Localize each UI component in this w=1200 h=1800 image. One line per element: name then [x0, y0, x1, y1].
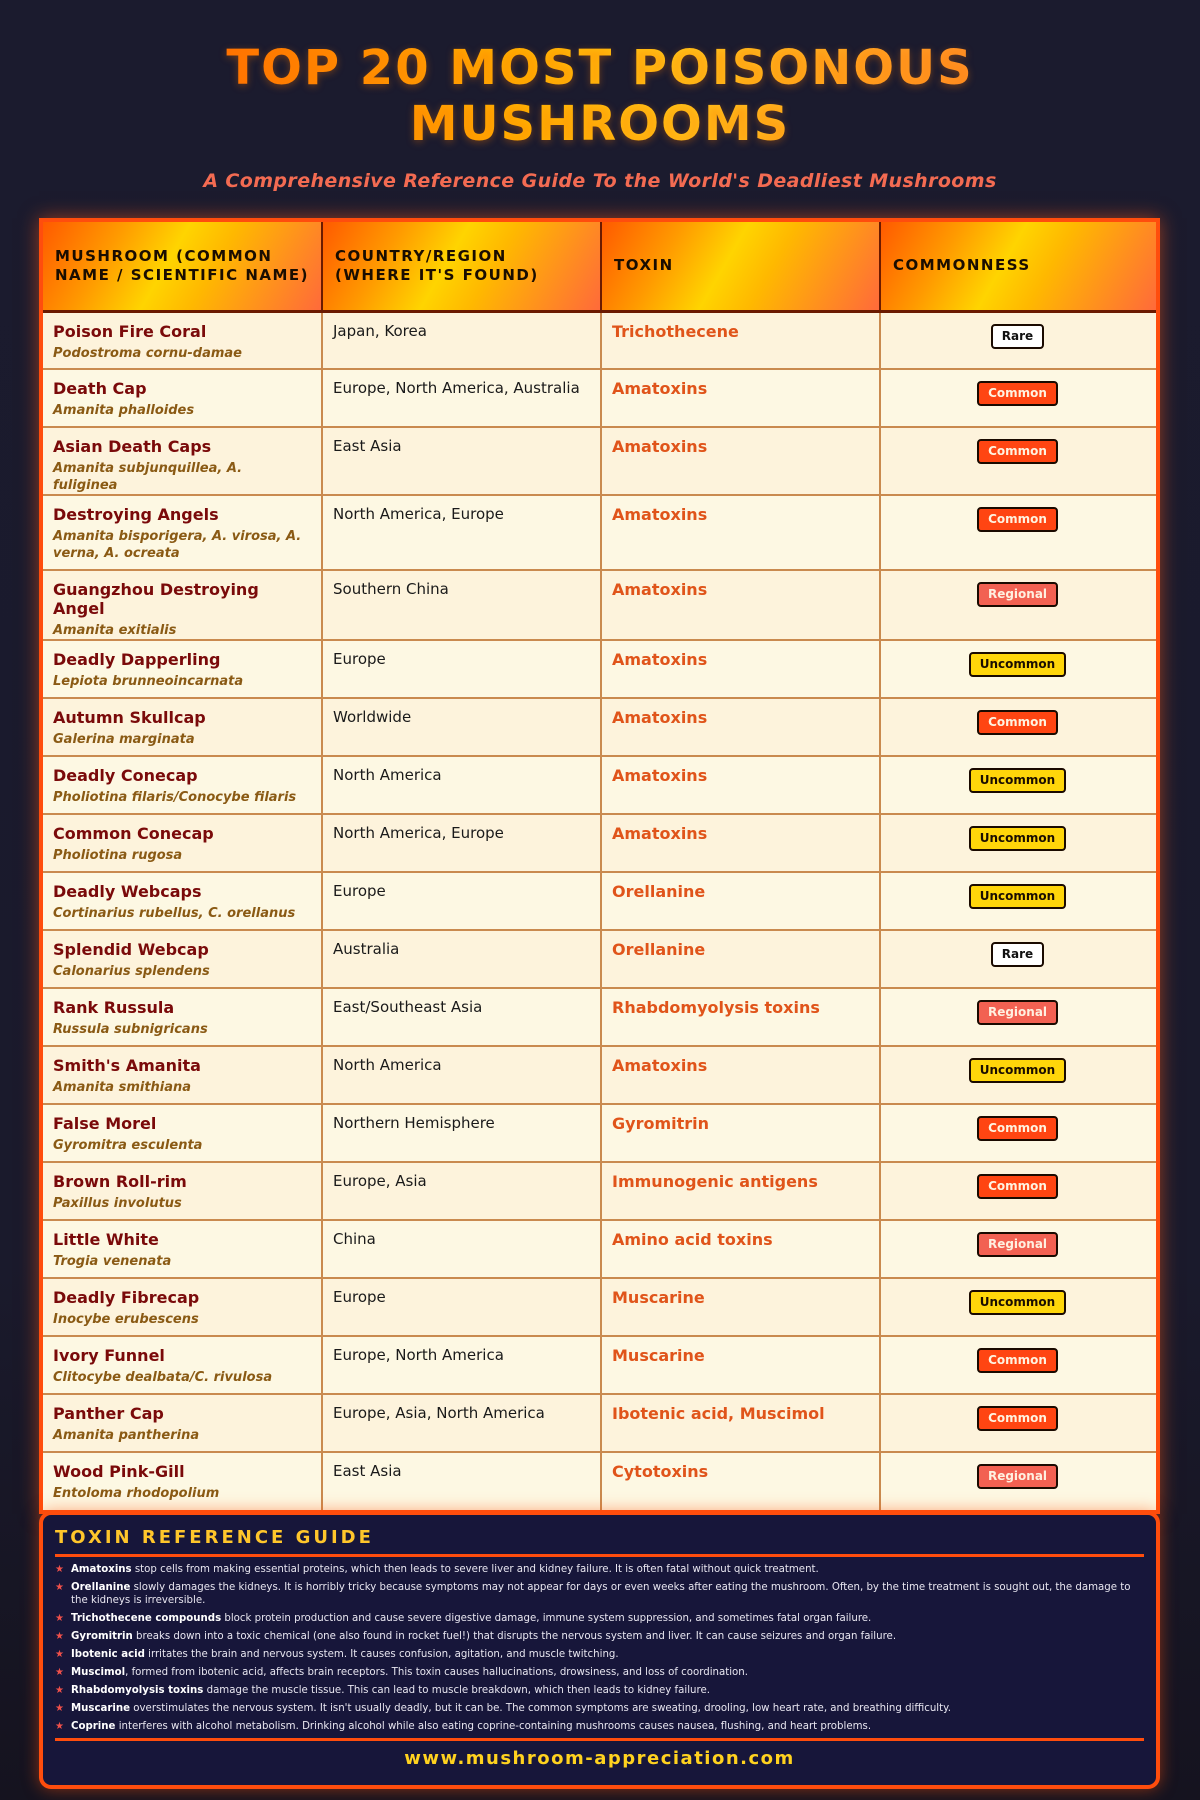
table-row [43, 495, 1156, 570]
commonness-badge: Common [977, 439, 1058, 464]
region-cell: Europe, North America [322, 1336, 601, 1394]
mushroom-cell [43, 570, 322, 640]
mushroom-table [43, 222, 1156, 1510]
column-header-commonness: COMMONNESS [880, 222, 1156, 311]
toxin-cell: Trichothecene [601, 311, 880, 369]
toxin-cell: Ibotenic acid, Muscimol [601, 1394, 880, 1452]
mushroom-cell [43, 872, 322, 930]
region-cell: East Asia [322, 427, 601, 495]
table-row [43, 1220, 1156, 1278]
commonness-badge: Regional [977, 1464, 1058, 1489]
scientific-name: Amanita subjunquillea, A. fuliginea [53, 461, 243, 493]
commonness-cell [880, 872, 1156, 930]
toxin-cell: Immunogenic antigens [601, 1162, 880, 1220]
commonness-badge: Regional [977, 582, 1058, 607]
mushroom-cell [43, 988, 322, 1046]
commonness-badge: Common [977, 1406, 1058, 1431]
mushroom-cell [43, 1220, 322, 1278]
commonness-cell [880, 570, 1156, 640]
guide-description: damage the muscle tissue. This can lead to muscle breakdown, which then leads to kidney failure. [203, 1685, 710, 1696]
table-row [43, 1162, 1156, 1220]
guide-title: TOXIN REFERENCE GUIDE [55, 1525, 1144, 1557]
region-cell: Europe, Asia, North America [322, 1394, 601, 1452]
commonness-cell [880, 1046, 1156, 1104]
star-icon: ★ [55, 1631, 64, 1642]
page-subtitle: A Comprehensive Reference Guide To the World's Deadliest Mushrooms [203, 170, 997, 192]
star-icon: ★ [55, 1721, 64, 1732]
guide-description: interferes with alcohol metabolism. Drinking alcohol while also eating coprine-containing mushrooms causes nausea, flushing, and heart problems. [115, 1721, 872, 1732]
commonness-cell [880, 814, 1156, 872]
common-name: Death Cap [53, 379, 147, 398]
guide-term: Coprine [71, 1721, 116, 1732]
region-cell: Japan, Korea [322, 311, 601, 369]
toxin-cell: Amatoxins [601, 570, 880, 640]
scientific-name: Podostroma cornu-damae [53, 345, 243, 361]
guide-description: stop cells from making essential proteins, which then leads to severe liver and kidney failure. It is often fatal without quick treatment. [131, 1564, 819, 1575]
scientific-name: Galerina marginata [53, 732, 195, 747]
table-row [43, 311, 1156, 369]
page-header [0, 0, 1200, 218]
common-name: False Morel [53, 1114, 157, 1133]
toxin-cell: Amino acid toxins [601, 1220, 880, 1278]
star-icon: ★ [55, 1703, 64, 1714]
commonness-cell [880, 756, 1156, 814]
region-cell: North America [322, 756, 601, 814]
guide-term: Rhabdomyolysis toxins [71, 1685, 204, 1696]
star-icon: ★ [55, 1564, 64, 1575]
scientific-name: Entoloma rhodopolium [53, 1486, 220, 1501]
guide-list [55, 1563, 1144, 1733]
toxin-cell: Amatoxins [601, 640, 880, 698]
table-body [43, 311, 1156, 1510]
page-title: TOP 20 MOST POISONOUS MUSHROOMS [190, 40, 1010, 152]
scientific-name: Pholiotina rugosa [53, 848, 183, 863]
commonness-badge: Uncommon [969, 826, 1066, 851]
region-cell: Europe [322, 640, 601, 698]
table-row [43, 1336, 1156, 1394]
table-row [43, 640, 1156, 698]
region-cell: North America, Europe [322, 814, 601, 872]
commonness-badge: Uncommon [969, 1290, 1066, 1315]
guide-term: Orellanine [71, 1582, 131, 1593]
scientific-name: Amanita smithiana [53, 1080, 192, 1095]
region-cell: Europe [322, 1278, 601, 1336]
guide-item [55, 1702, 1144, 1715]
common-name: Common Conecap [53, 824, 214, 843]
common-name: Wood Pink-Gill [53, 1462, 185, 1481]
guide-item [55, 1581, 1144, 1607]
common-name: Deadly Fibrecap [53, 1288, 200, 1307]
region-cell: Southern China [322, 570, 601, 640]
guide-item [55, 1563, 1144, 1576]
common-name: Splendid Webcap [53, 940, 209, 959]
column-header-region: COUNTRY/REGION (WHERE IT'S FOUND) [322, 222, 601, 311]
commonness-badge: Rare [991, 942, 1044, 967]
table-row [43, 1394, 1156, 1452]
star-icon: ★ [55, 1582, 64, 1593]
mushroom-cell [43, 1336, 322, 1394]
guide-item [55, 1666, 1144, 1679]
scientific-name: Clitocybe dealbata/C. rivulosa [53, 1370, 273, 1385]
mushroom-table-container [39, 218, 1160, 1514]
toxin-cell: Amatoxins [601, 369, 880, 427]
commonness-cell [880, 1162, 1156, 1220]
region-cell: Worldwide [322, 698, 601, 756]
table-row [43, 930, 1156, 988]
guide-term: Ibotenic acid [71, 1649, 145, 1660]
table-row [43, 1452, 1156, 1510]
commonness-cell [880, 640, 1156, 698]
common-name: Smith's Amanita [53, 1056, 201, 1075]
scientific-name: Trogia venenata [53, 1254, 172, 1269]
common-name: Deadly Conecap [53, 766, 198, 785]
mushroom-cell [43, 427, 322, 495]
commonness-badge: Regional [977, 1232, 1058, 1257]
commonness-badge: Rare [991, 324, 1044, 349]
table-row [43, 1104, 1156, 1162]
guide-description: block protein production and cause severe digestive damage, immune system suppression, and sometimes fatal organ failure. [221, 1613, 872, 1624]
mushroom-cell [43, 1104, 322, 1162]
commonness-cell [880, 698, 1156, 756]
commonness-badge: Common [977, 507, 1058, 532]
region-cell: North America, Europe [322, 495, 601, 570]
guide-term: Trichothecene compounds [71, 1613, 222, 1624]
commonness-cell [880, 1220, 1156, 1278]
toxin-reference-guide [39, 1511, 1160, 1789]
commonness-badge: Common [977, 1174, 1058, 1199]
toxin-cell: Amatoxins [601, 698, 880, 756]
mushroom-cell [43, 1394, 322, 1452]
scientific-name: Amanita exitialis [53, 623, 177, 638]
commonness-cell [880, 1336, 1156, 1394]
table-header-row [43, 222, 1156, 311]
mushroom-cell [43, 311, 322, 369]
commonness-badge: Regional [977, 1000, 1058, 1025]
table-row [43, 1278, 1156, 1336]
mushroom-cell [43, 1046, 322, 1104]
commonness-cell [880, 311, 1156, 369]
region-cell: China [322, 1220, 601, 1278]
toxin-cell: Amatoxins [601, 756, 880, 814]
region-cell: East Asia [322, 1452, 601, 1510]
toxin-cell: Muscarine [601, 1336, 880, 1394]
mushroom-cell [43, 814, 322, 872]
table-row [43, 698, 1156, 756]
scientific-name: Pholiotina filaris/Conocybe filaris [53, 790, 297, 805]
table-row [43, 427, 1156, 495]
guide-description: irritates the brain and nervous system. It causes confusion, agitation, and muscle twitching. [144, 1649, 619, 1660]
commonness-cell [880, 369, 1156, 427]
guide-item [55, 1720, 1144, 1733]
guide-description: slowly damages the kidneys. It is horribly tricky because symptoms may not appear for days or even weeks after eating the mushroom. Often, by the time treatment is sought out, the damage to the kidneys is irreversible. [71, 1582, 1131, 1606]
toxin-cell: Amatoxins [601, 427, 880, 495]
region-cell: Australia [322, 930, 601, 988]
region-cell: Europe, Asia [322, 1162, 601, 1220]
scientific-name: Amanita phalloides [53, 403, 195, 418]
column-header-mushroom: MUSHROOM (COMMON NAME / SCIENTIFIC NAME) [43, 222, 322, 311]
toxin-cell: Muscarine [601, 1278, 880, 1336]
star-icon: ★ [55, 1685, 64, 1696]
website-url[interactable]: www.mushroom-appreciation.com [55, 1738, 1144, 1769]
scientific-name: Calonarius splendens [53, 964, 210, 979]
guide-term: Amatoxins [71, 1564, 132, 1575]
common-name: Deadly Webcaps [53, 882, 202, 901]
region-cell: Northern Hemisphere [322, 1104, 601, 1162]
region-cell: Europe, North America, Australia [322, 369, 601, 427]
guide-term: Muscarine [71, 1703, 131, 1714]
mushroom-cell [43, 930, 322, 988]
commonness-cell [880, 1452, 1156, 1510]
commonness-cell [880, 427, 1156, 495]
commonness-badge: Common [977, 1116, 1058, 1141]
mushroom-cell [43, 756, 322, 814]
mushroom-cell [43, 1162, 322, 1220]
guide-item [55, 1684, 1144, 1697]
mushroom-cell [43, 640, 322, 698]
scientific-name: Cortinarius rubellus, C. orellanus [53, 906, 296, 921]
commonness-badge: Common [977, 710, 1058, 735]
toxin-cell: Cytotoxins [601, 1452, 880, 1510]
commonness-badge: Uncommon [969, 1058, 1066, 1083]
commonness-badge: Uncommon [969, 768, 1066, 793]
mushroom-cell [43, 1278, 322, 1336]
commonness-cell [880, 1278, 1156, 1336]
star-icon: ★ [55, 1649, 64, 1660]
table-row [43, 814, 1156, 872]
scientific-name: Gyromitra esculenta [53, 1138, 203, 1153]
commonness-cell [880, 988, 1156, 1046]
scientific-name: Russula subnigricans [53, 1022, 208, 1037]
region-cell: North America [322, 1046, 601, 1104]
common-name: Destroying Angels [53, 505, 219, 524]
mushroom-cell [43, 698, 322, 756]
scientific-name: Paxillus involutus [53, 1196, 182, 1211]
table-row [43, 756, 1156, 814]
star-icon: ★ [55, 1667, 64, 1678]
common-name: Poison Fire Coral [53, 321, 207, 341]
guide-item [55, 1648, 1144, 1661]
toxin-cell: Amatoxins [601, 495, 880, 570]
toxin-cell: Amatoxins [601, 814, 880, 872]
commonness-cell [880, 1394, 1156, 1452]
commonness-badge: Common [977, 1348, 1058, 1373]
region-cell: East/Southeast Asia [322, 988, 601, 1046]
commonness-badge: Uncommon [969, 884, 1066, 909]
scientific-name: Amanita pantherina [53, 1428, 200, 1443]
guide-term: Muscimol [71, 1667, 126, 1678]
common-name: Autumn Skullcap [53, 708, 206, 727]
toxin-cell: Rhabdomyolysis toxins [601, 988, 880, 1046]
toxin-cell: Orellanine [601, 930, 880, 988]
guide-item [55, 1612, 1144, 1625]
toxin-cell: Gyromitrin [601, 1104, 880, 1162]
toxin-cell: Orellanine [601, 872, 880, 930]
mushroom-cell [43, 495, 322, 570]
table-row [43, 1046, 1156, 1104]
guide-description: , formed from ibotenic acid, affects brain receptors. This toxin causes hallucinations, drowsiness, and loss of coordination. [125, 1667, 748, 1678]
guide-term: Gyromitrin [71, 1631, 133, 1642]
table-row [43, 872, 1156, 930]
star-icon: ★ [55, 1613, 64, 1624]
column-header-toxin: TOXIN [601, 222, 880, 311]
guide-description: breaks down into a toxic chemical (one also found in rocket fuel!) that disrupts the nervous system and liver. It can cause seizures and organ failure. [132, 1631, 897, 1642]
scientific-name: Inocybe erubescens [53, 1312, 199, 1327]
commonness-cell [880, 1104, 1156, 1162]
commonness-badge: Uncommon [969, 652, 1066, 677]
common-name: Guangzhou Destroying Angel [53, 580, 259, 618]
mushroom-cell [43, 1452, 322, 1510]
common-name: Panther Cap [53, 1404, 164, 1423]
common-name: Ivory Funnel [53, 1346, 165, 1365]
commonness-cell [880, 930, 1156, 988]
commonness-badge: Common [977, 381, 1058, 406]
scientific-name: Lepiota brunneoincarnata [53, 674, 244, 689]
table-row [43, 570, 1156, 640]
toxin-cell: Amatoxins [601, 1046, 880, 1104]
guide-description: overstimulates the nervous system. It isn't usually deadly, but it can be. The common symptoms are sweating, drooling, low heart rate, and breathing difficulty. [130, 1703, 951, 1714]
mushroom-cell [43, 369, 322, 427]
region-cell: Europe [322, 872, 601, 930]
common-name: Deadly Dapperling [53, 650, 221, 669]
common-name: Brown Roll-rim [53, 1172, 187, 1191]
common-name: Asian Death Caps [53, 437, 212, 456]
scientific-name: Amanita bisporigera, A. virosa, A. verna, A. ocreata [53, 529, 302, 561]
common-name: Rank Russula [53, 998, 175, 1017]
commonness-cell [880, 495, 1156, 570]
guide-item [55, 1630, 1144, 1643]
table-row [43, 369, 1156, 427]
table-row [43, 988, 1156, 1046]
common-name: Little White [53, 1230, 159, 1249]
